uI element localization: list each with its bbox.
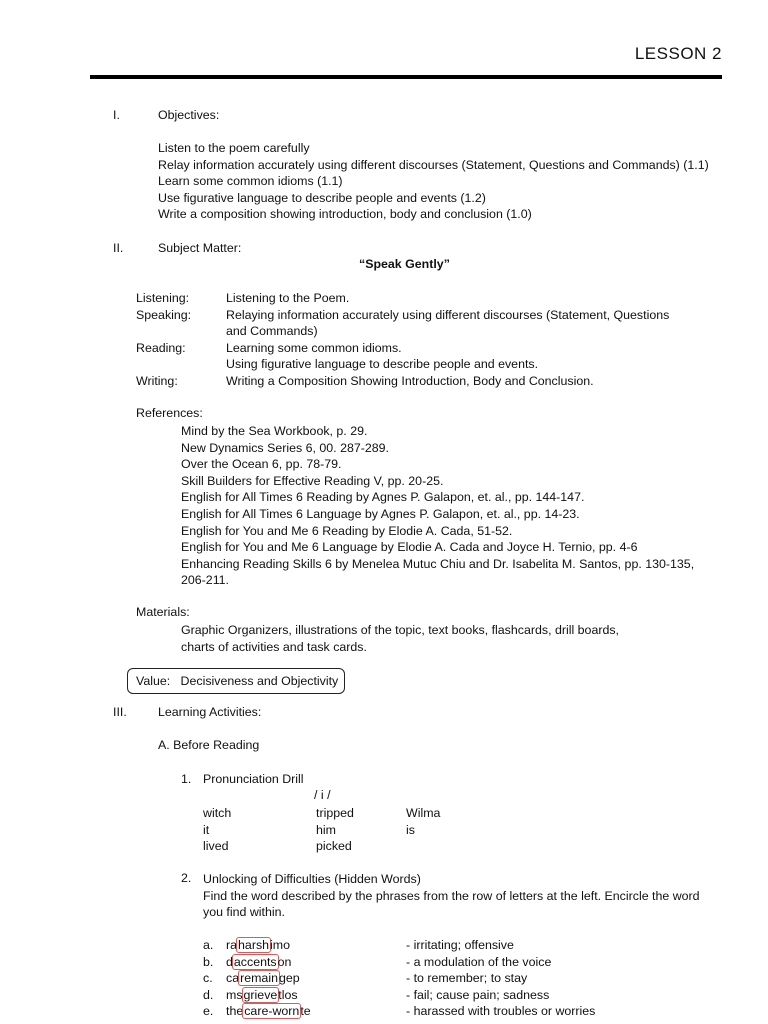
materials-line: charts of activities and task cards. (181, 639, 367, 654)
objectives-heading: Objectives: (158, 108, 220, 122)
reference-item: 206-211. (181, 573, 229, 588)
hidden-word-letters (203, 937, 213, 1020)
reference-item: English for All Times 6 Language by Agnes P. Galapon, et. al., pp. 14-23. (181, 506, 580, 521)
item-letter: c. (203, 971, 213, 986)
drill-word: tripped (316, 806, 354, 820)
skill-label: Listening: (136, 291, 190, 305)
letters-post: imo (270, 938, 290, 952)
skill-label: Speaking: (136, 307, 192, 322)
subject-numeral: II. (113, 241, 124, 255)
drill-word: lived (203, 839, 229, 854)
objective-item: Write a composition showing introduction, body and conclusion (1.0) (158, 207, 532, 222)
letters-pre: ms (226, 987, 243, 1002)
unlocking-title: Unlocking of Difficulties (Hidden Words) (203, 872, 421, 886)
subject-heading: Subject Matter: (158, 241, 242, 255)
reference-item: English for All Times 6 Reading by Agnes P. Galapon, et. al., pp. 144-147. (181, 490, 585, 505)
drill-column-3 (406, 805, 440, 838)
drill-sound: / i / (314, 788, 331, 802)
hidden-word-rows (226, 937, 311, 1020)
encircled-word[interactable]: harsh (238, 938, 270, 952)
drill-word: is (406, 822, 415, 837)
reference-item: Over the Ocean 6, pp. 78-79. (181, 457, 342, 472)
skill-text: Relaying information accurately using different discourses (Statement, Questions (226, 307, 670, 322)
materials-list (181, 622, 619, 655)
value-text: Decisiveness and Objectivity (180, 674, 339, 688)
poem-title: “Speak Gently” (359, 257, 450, 271)
objectives-list (158, 140, 709, 223)
reference-item: Skill Builders for Effective Reading V, pp. 20-25. (181, 473, 444, 488)
definition: - a modulation of the voice (406, 954, 552, 969)
objective-item: Relay information accurately using different discourses (Statement, Questions and Commands) (1.1) (158, 157, 709, 172)
references-list (181, 423, 694, 589)
letters-post: gep (278, 971, 300, 986)
skill-label: Writing: (136, 373, 178, 388)
drill-title: Pronunciation Drill (203, 772, 304, 786)
reference-item: English for You and Me 6 Language by Elodie A. Cada and Joyce H. Ternio, pp. 4-6 (181, 540, 638, 555)
letters-post: tlos (278, 987, 298, 1002)
definition: - harassed with troubles or worries (406, 1004, 596, 1019)
objectives-numeral: I. (113, 108, 120, 122)
definition: - fail; cause pain; sadness (406, 987, 550, 1002)
drill-word: it (203, 822, 210, 837)
skills-descriptions (226, 290, 669, 390)
encircled-word[interactable]: accents (233, 954, 277, 969)
hidden-word-row (226, 987, 311, 1004)
letters-pre: ra (226, 938, 238, 952)
drill-word: witch (203, 806, 232, 820)
drill-word: him (316, 822, 336, 837)
objective-item: Listen to the poem carefully (158, 141, 310, 155)
letters-post: on (277, 954, 292, 969)
drill-column-1 (203, 805, 231, 855)
skill-text: Listening to the Poem. (226, 291, 350, 305)
value-box (127, 668, 345, 694)
reference-item: Mind by the Sea Workbook, p. 29. (181, 424, 368, 438)
skill-text: Learning some common idioms. (226, 340, 402, 355)
definition: - to remember; to stay (406, 971, 528, 986)
encircled-word[interactable]: care-worn (244, 1004, 300, 1019)
materials-heading: Materials: (136, 605, 190, 619)
letters-pre: the (226, 1004, 244, 1019)
unlocking-instruction: you find within. (203, 905, 285, 920)
encircled-word[interactable]: remain (240, 971, 278, 986)
skill-label: Reading: (136, 340, 186, 355)
item-letter: a. (203, 938, 214, 952)
hidden-word-definitions (406, 937, 595, 1020)
lesson-title: LESSON 2 (634, 44, 722, 63)
encircled-word[interactable]: grieve (243, 987, 278, 1002)
hidden-word-row (226, 954, 311, 971)
reference-item: New Dynamics Series 6, 00. 287-289. (181, 440, 389, 455)
letters-post: te (300, 1004, 311, 1019)
item-letter: b. (203, 954, 214, 969)
activities-numeral: III. (113, 705, 127, 719)
materials-line: Graphic Organizers, illustrations of the topic, text books, flashcards, drill boards, (181, 623, 619, 637)
hidden-word-row (226, 1003, 311, 1020)
drill-word: picked (316, 839, 352, 854)
reference-item: English for You and Me 6 Reading by Elodie A. Cada, 51-52. (181, 523, 513, 538)
reference-item: Enhancing Reading Skills 6 by Menelea Mutuc Chiu and Dr. Isabelita M. Santos, pp. 130-135, (181, 556, 695, 571)
skill-text: Writing a Composition Showing Introduction, Body and Conclusion. (226, 373, 594, 388)
unlocking-block (203, 871, 700, 921)
hidden-word-row (226, 970, 311, 987)
references-heading: References: (136, 406, 203, 420)
unlocking-instruction: Find the word described by the phrases from the row of letters at the left. Encircle the word (203, 888, 700, 903)
objective-item: Use figurative language to describe people and events (1.2) (158, 190, 486, 205)
skill-text: Using figurative language to describe people and events. (226, 357, 539, 372)
header-rule (90, 75, 722, 79)
drill-column-2 (316, 805, 354, 855)
skill-text: and Commands) (226, 324, 318, 339)
skills-labels (136, 290, 191, 390)
section-before-reading: A. Before Reading (158, 738, 260, 752)
objective-item: Learn some common idioms (1.1) (158, 174, 343, 189)
activities-heading: Learning Activities: (158, 705, 262, 719)
drill-number: 1. (181, 772, 192, 786)
letters-pre: d (226, 954, 233, 969)
item-letter: d. (203, 987, 214, 1002)
value-label: Value: (136, 674, 171, 688)
hidden-word-row (226, 937, 311, 954)
letters-pre: ca (226, 971, 240, 986)
item-letter: e. (203, 1004, 214, 1019)
unlocking-number: 2. (181, 871, 192, 885)
drill-word: Wilma (406, 806, 441, 820)
definition: - irritating; offensive (406, 938, 514, 952)
